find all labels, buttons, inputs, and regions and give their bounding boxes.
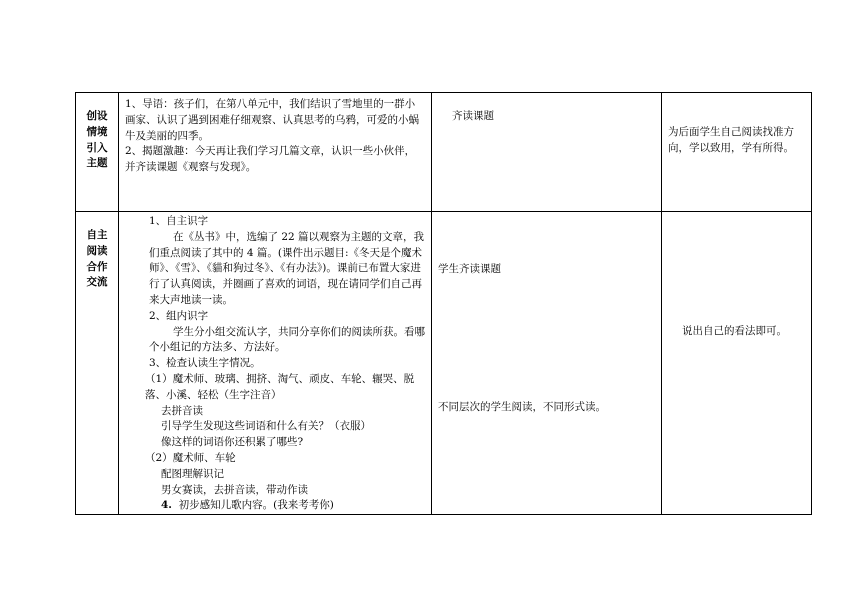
table-row bbox=[76, 212, 812, 515]
student-text: 学生齐读课题 bbox=[438, 263, 501, 275]
student-activity-cell bbox=[432, 93, 662, 212]
design-intent-cell bbox=[662, 212, 812, 515]
teacher-text: 4. bbox=[161, 499, 172, 512]
teacher-text: 引导学生发现这些词语和什么有关？（衣服） bbox=[161, 420, 371, 433]
table-row bbox=[76, 93, 812, 212]
teacher-text: 2、组内识字 bbox=[149, 309, 209, 322]
row-label-line: 引入 bbox=[86, 141, 108, 154]
row-label-line: 自主 bbox=[86, 229, 108, 241]
teacher-text: 2、揭题激趣：今天再让我们学习几篇文章，认识一些小伙伴，并齐读课题《观察与发现》。 bbox=[125, 145, 416, 174]
teacher-text: 初步感知儿歌内容。(我来考考你) bbox=[178, 499, 334, 512]
row-label-line: 合作 bbox=[86, 260, 108, 273]
row-label-line: 交流 bbox=[86, 276, 108, 289]
row-label-line: 创设 bbox=[86, 110, 108, 122]
teacher-text: （2）魔术师、车轮 bbox=[145, 451, 236, 464]
teacher-text: （1）魔术师、玻璃、拥挤、淘气、顽皮、车轮、辗哭、脱落、小溪、轻松（生字注音） bbox=[145, 372, 415, 401]
teacher-text: 3、检查认读生字情况。 bbox=[149, 357, 261, 370]
teacher-text: 在《丛书》中，选编了 22 篇以观察为主题的文章，我们重点阅读了其中的 4 篇。(课件出示题目:《冬天是个魔术师》、《雪》、《貓和狗过冬》、《有办法》)。课前已布置大家进行了认真阅读，并圈画了喜欢的词语，现在请同学们自己再来大声地读一读。 bbox=[149, 230, 425, 306]
lesson-plan-table bbox=[75, 92, 812, 515]
row-label-cell bbox=[76, 212, 119, 515]
student-text: 不同层次的学生阅读，不同形式读。 bbox=[438, 400, 606, 413]
teacher-text: 像这样的词语你还积累了哪些? bbox=[161, 436, 304, 449]
row-label-cell bbox=[76, 93, 119, 212]
teacher-activity-cell bbox=[119, 93, 432, 212]
teacher-text: 去拼音读 bbox=[161, 404, 203, 417]
teacher-text: 1、自主识字 bbox=[149, 215, 209, 227]
teacher-text: 男女赛读，去拼音读，带动作读 bbox=[161, 483, 308, 496]
teacher-text: 1、导语：孩子们，在第八单元中，我们结识了雪地里的一群小画家、认识了遇到困难仔细观察、认真思考的乌鸦，可爱的小蜗牛及美丽的四季。 bbox=[125, 98, 419, 142]
student-activity-cell bbox=[432, 212, 662, 515]
teacher-text: 学生分小组交流认字，共同分享你们的阅读所获。看哪个小组记的方法多、方法好。 bbox=[149, 325, 425, 354]
student-text: 齐读课题 bbox=[452, 110, 494, 122]
teacher-activity-cell bbox=[119, 212, 432, 515]
design-text: 为后面学生自己阅读找准方向，学以致用，学有所得。 bbox=[668, 126, 794, 154]
design-text: 说出自己的看法即可。 bbox=[682, 325, 787, 337]
row-label-line: 阅读 bbox=[86, 244, 108, 257]
row-label-line: 情境 bbox=[86, 125, 108, 138]
design-intent-cell bbox=[662, 93, 812, 212]
row-label-line: 主题 bbox=[86, 157, 108, 170]
teacher-text: 配图理解识记 bbox=[161, 467, 224, 480]
